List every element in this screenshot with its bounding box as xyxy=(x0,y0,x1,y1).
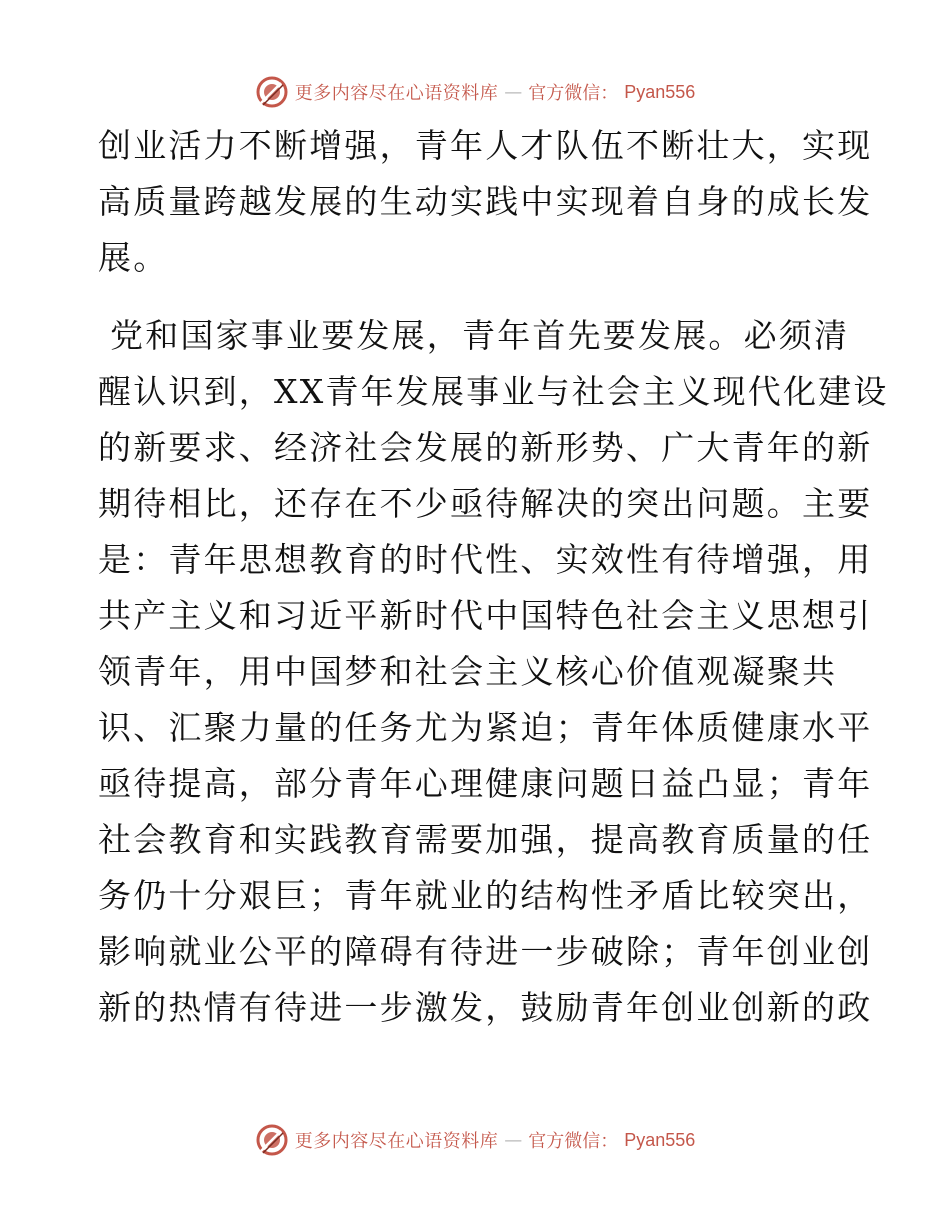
watermark-wechat-id: Pyan556 xyxy=(624,1129,696,1150)
watermark-separator: — xyxy=(504,1129,523,1151)
watermark-separator: — xyxy=(504,81,523,103)
text-line: 亟待提高，部分青年心理健康问题日益凸显；青年 xyxy=(98,764,873,803)
red-circle-pen-logo-icon xyxy=(255,75,289,109)
text-line: 的新要求、经济社会发展的新形势、广大青年的新 xyxy=(98,428,873,467)
text-line: 共产主义和习近平新时代中国特色社会主义思想引 xyxy=(98,596,873,635)
watermark-text: 更多内容尽在心语资料库 xyxy=(294,1131,499,1152)
text-line: 党和国家事业要发展，青年首先要发展。必须清 xyxy=(110,316,850,355)
text-line: 务仍十分艰巨；青年就业的结构性矛盾比较突出， xyxy=(98,876,873,915)
text-line: 领青年，用中国梦和社会主义核心价值观凝聚共 xyxy=(98,652,838,691)
document-body xyxy=(98,118,889,1036)
text-line: 社会教育和实践教育需要加强，提高教育质量的任 xyxy=(98,820,873,859)
text-line: 醒认识到，XX青年发展事业与社会主义现代化建设 xyxy=(98,372,889,411)
text-line: 识、汇聚力量的任务尤为紧迫；青年体质健康水平 xyxy=(98,708,873,747)
text-line: 是：青年思想教育的时代性、实效性有待增强，用 xyxy=(98,540,873,579)
paragraph-1 xyxy=(98,118,873,286)
footer-watermark xyxy=(0,1120,950,1160)
text-line: 影响就业公平的障碍有待进一步破除；青年创业创 xyxy=(98,932,873,971)
paragraph-2 xyxy=(98,308,889,1036)
watermark-official-label: 官方微信： xyxy=(528,83,619,104)
watermark-wechat-id: Pyan556 xyxy=(624,81,696,102)
text-line: 展。 xyxy=(98,238,169,277)
red-circle-pen-logo-icon xyxy=(255,1123,289,1157)
text-line: 高质量跨越发展的生动实践中实现着自身的成长发 xyxy=(98,182,873,221)
text-line: 新的热情有待进一步激发，鼓励青年创业创新的政 xyxy=(98,988,873,1027)
watermark-text: 更多内容尽在心语资料库 xyxy=(294,83,499,104)
text-line: 创业活力不断增强，青年人才队伍不断壮大，实现 xyxy=(98,126,873,165)
text-line: 期待相比，还存在不少亟待解决的突出问题。主要 xyxy=(98,484,873,523)
watermark-official-label: 官方微信： xyxy=(528,1131,619,1152)
header-watermark xyxy=(0,72,950,112)
